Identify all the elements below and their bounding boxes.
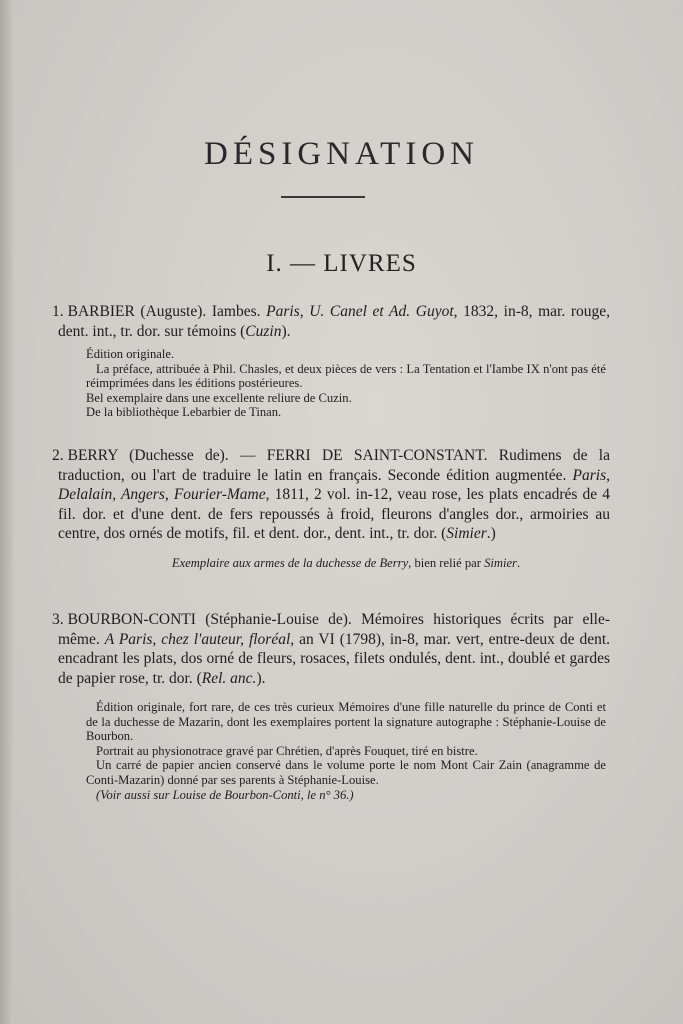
entry-1-note: La préface, attribuée à Phil. Chasles, et deux pièces de vers : La Tentation et l'Iambe IX n'ont pas été réimprimées dans les éditions postérieures. [86,361,606,391]
entry-1-heading: 1. BARBIER (Auguste). Iambes. Paris, U. Canel et Ad. Guyot, 1832, in-8, mar. rouge, dent. int., tr. dor. sur témoins (Cuzin). [52,303,610,340]
entry-3-heading: 3. BOURBON-CONTI (Stéphanie-Louise de). Mémoires historiques écrits par elle-même. A Paris, chez l'auteur, floréal, an VI (1798), in-8, mar. vert, entre-deux de dent. encadrant les plats, dos orné de fleurs, rosaces, filets ondulés, dent. int., doublé et gardes de papier rose, tr. dor. (Rel. anc.). [52,611,610,687]
catalog-entry-1 [40,302,610,420]
entry-3-note: (Voir aussi sur Louise de Bourbon-Conti, le n° 36.) [96,787,354,802]
entry-3-notes [86,700,606,802]
title-rule [281,196,365,198]
entry-1-note: Bel exemplaire dans une excellente reliure de Cuzin. [86,390,352,405]
entry-1-notes [86,347,606,420]
entry-1-number: 1. [52,303,64,320]
entry-3-note: Édition originale, fort rare, de ces très curieux Mémoires d'une fille naturelle du prince de Conti et de la duchesse de Mazarin, dont les exemplaires portent la signature autographe : Stéphanie-Louise de Bourbon. [86,700,606,744]
entry-1-note: De la bibliothèque Lebarbier de Tinan. [86,405,282,420]
entry-3-note: Un carré de papier ancien conservé dans le volume porte le nom Mont Cair Zain (anagramme de Conti-Mazarin) donné par ses parents à Stéphanie-Louise. [86,758,606,787]
catalog-entry-2 [40,446,610,570]
entry-1-note: Édition originale. [86,347,175,361]
page-title: DÉSIGNATION [204,136,479,172]
entry-2-notes: Exemplaire aux armes de la duchesse de Berry, bien relié par Simier. [171,555,521,570]
entry-3-number: 3. [52,611,64,628]
catalog-entry-3 [40,610,610,802]
entry-2-heading: 2. BERRY (Duchesse de). — FERRI DE SAINT-CONSTANT. Rudimens de la traduction, ou l'art de traduire le latin en français. Seconde édition augmentée. Paris, Delalain, Angers, Fourier-Mame, 1811, 2 vol. in-12, veau rose, les plats encadrés de 4 fil. dor. et d'une dent. de fers repoussés à froid, fleurons d'angles dor., armoiries au centre, dos ornés de motifs, fil. et dent. dor., dent. int., tr. dor. (Simier.) [52,447,610,542]
entry-2-note: Exemplaire aux armes de la duchesse de Berry [171,555,409,570]
section-heading: I. — LIVRES [266,250,417,277]
entry-2-number: 2. [52,447,64,464]
entry-3-note: Portrait au physionotrace gravé par Chrétien, d'après Fouquet, tiré en bistre. [96,743,478,758]
